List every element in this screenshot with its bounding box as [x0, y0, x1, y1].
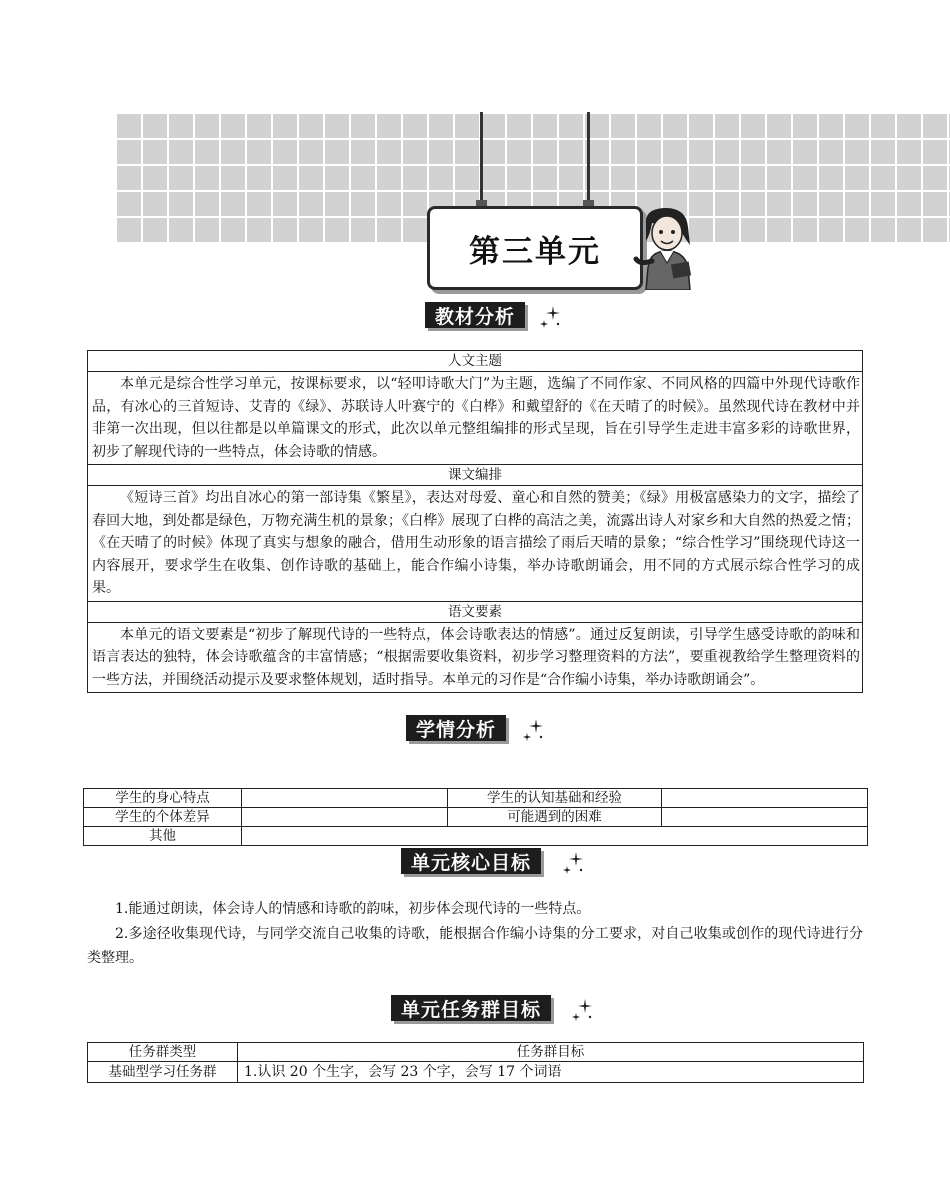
task-goal-basic: 1.认识 20 个生字，会写 23 个字，会写 17 个词语 [238, 1062, 864, 1083]
difficulties-value [662, 808, 868, 827]
physical-label: 学生的身心特点 [84, 789, 242, 808]
section-header-analysis [425, 302, 565, 334]
task-type-basic: 基础型学习任务群 [88, 1062, 238, 1083]
section-title: 学情分析 [406, 715, 506, 741]
individual-value [242, 808, 448, 827]
task-goal-header: 任务群目标 [238, 1043, 864, 1062]
section-header-learning [406, 715, 546, 747]
arrangement-heading: 课文编排 [88, 465, 863, 486]
sign-string-left [480, 112, 483, 204]
cognitive-label: 学生的认知基础和经验 [448, 789, 662, 808]
unit-title-sign [427, 206, 643, 290]
task-group-table [87, 1042, 864, 1083]
section-header-task-goals [391, 995, 601, 1027]
other-value [242, 827, 868, 846]
sparkle-icon [522, 717, 546, 745]
teacher-illustration [632, 205, 702, 290]
sign-string-right [587, 112, 590, 204]
arrangement-text: 《短诗三首》均出自冰心的第一部诗集《繁星》，表达对母爱、童心和自然的赞美；《绿》用极富感染力的文字，描绘了春回大地，到处都是绿色，万物充满生机的景象；《白桦》展现了白桦的高洁之美，流露出诗人对家乡和大自然的热爱之情；《在天晴了的时候》体现了真实与想象的融合，借用生动形象的语言描绘了雨后天晴的景象；“综合性学习”围绕现代诗这一内容展开，要求学生在收集、创作诗歌的基础上，能合作编小诗集，举办诗歌朗诵会，用不同的方式展示综合性学习的成果。 [88, 486, 863, 602]
elements-text: 本单元的语文要素是“初步了解现代诗的一些特点，体会诗歌表达的情感”。通过反复朗读，引导学生感受诗歌的韵味和语言表达的独特，体会诗歌蕴含的丰富情感；“根据需要收集资料，初步学习整理资料的方法”，要重视教给学生整理资料的一些方法，并围绕活动提示及要求整体规划，适时指导。本单元的习作是“合作编小诗集，举办诗歌朗诵会”。 [88, 622, 863, 693]
sparkle-icon [562, 850, 586, 878]
cognitive-value [662, 789, 868, 808]
theme-text: 本单元是综合性学习单元，按课标要求，以“轻叩诗歌大门”为主题，选编了不同作家、不同风格的四篇中外现代诗歌作品，有冰心的三首短诗、艾青的《绿》、苏联诗人叶赛宁的《白桦》和戴望舒的《在天晴了的时候》。虽然现代诗在教材中并非第一次出现，但以往都是以单篇课文的形式，此次以单元整组编排的形式呈现，旨在引导学生走进丰富多彩的诗歌世界，初步了解现代诗的一些特点，体会诗歌的情感。 [88, 372, 863, 465]
section-title: 单元任务群目标 [391, 995, 551, 1021]
individual-label: 学生的个体差异 [84, 808, 242, 827]
sparkle-icon [571, 997, 595, 1025]
theme-heading: 人文主题 [88, 351, 863, 372]
unit-title: 第三单元 [469, 233, 601, 270]
analysis-table [87, 350, 863, 693]
core-goal-2: 2.多途径收集现代诗，与同学交流自己收集的诗歌，能根据合作编小诗集的分工要求，对自己收集或创作的现代诗进行分类整理。 [87, 926, 863, 966]
learning-table [83, 788, 868, 846]
sparkle-icon [539, 304, 563, 332]
physical-value [242, 789, 448, 808]
elements-heading: 语文要素 [88, 601, 863, 622]
core-goal-1: 1.能通过朗读，体会诗人的情感和诗歌的韵味，初步体会现代诗的一些特点。 [115, 901, 591, 917]
section-title: 单元核心目标 [401, 848, 541, 874]
section-title: 教材分析 [425, 302, 525, 328]
difficulties-label: 可能遇到的困难 [448, 808, 662, 827]
task-type-header: 任务群类型 [88, 1043, 238, 1062]
other-label: 其他 [84, 827, 242, 846]
section-header-core-goals [401, 848, 591, 880]
